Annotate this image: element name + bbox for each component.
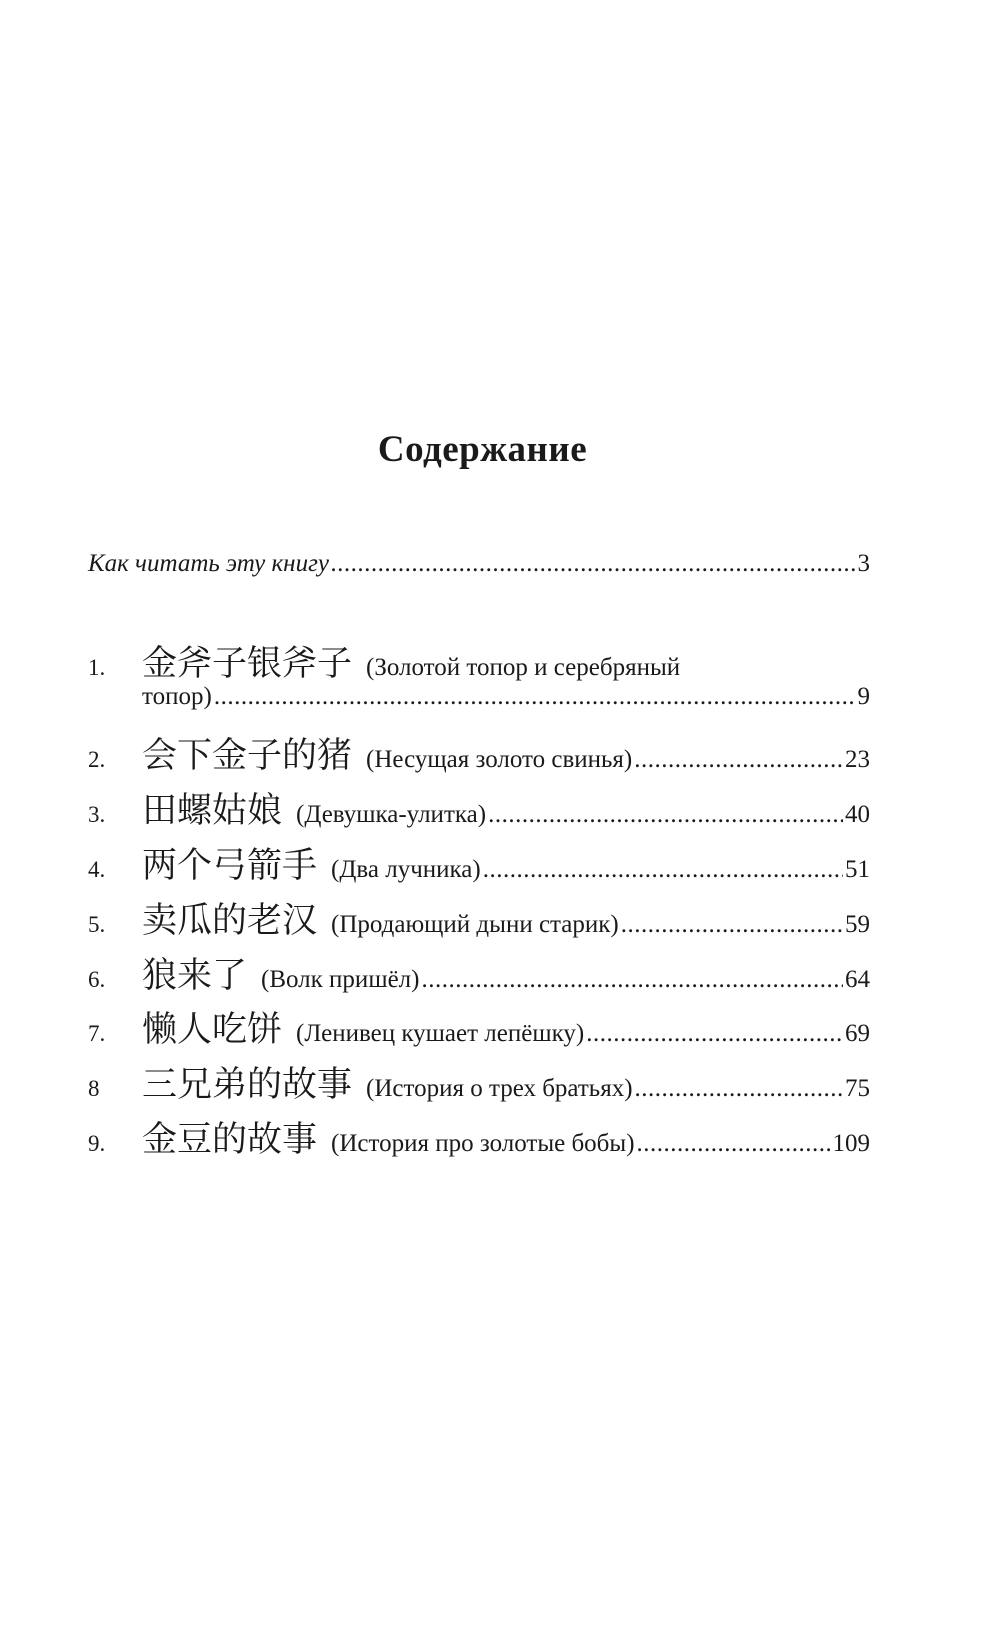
toc-entry[interactable]: [88, 1112, 870, 1162]
toc-entry-chinese-title: 三兄弟的故事: [142, 1065, 353, 1105]
toc-entry-russian-title: (Золотой топор и серебряный: [366, 654, 681, 681]
toc-entry-number: 1.: [88, 655, 106, 680]
toc-entry-number: 3.: [88, 802, 106, 827]
toc-entry-russian-title: (Волк пришёл): [261, 966, 420, 993]
toc-page-number: 64: [845, 966, 870, 993]
toc-entry-chinese-title: 狼来了: [142, 956, 248, 996]
toc-leader-dots: [488, 801, 843, 829]
toc-entry-chinese-title: 会下金子的猪: [142, 736, 353, 776]
toc-entry-number: 4.: [88, 857, 106, 882]
toc-entry[interactable]: [88, 948, 870, 998]
toc-entry-russian-title: (Два лучника): [331, 856, 481, 883]
toc-entry-russian-title: (История о трех братьях): [366, 1075, 633, 1102]
toc-entry-chinese-title: 懒人吃饼: [142, 1010, 283, 1050]
toc-leader-dots: [586, 1020, 843, 1048]
toc-page-number: 59: [845, 911, 870, 938]
toc-entry-number: 8: [88, 1076, 100, 1101]
toc-entry-number: 5.: [88, 912, 106, 937]
toc-entry-number: 9.: [88, 1131, 106, 1156]
toc-leader-dots: [421, 966, 843, 994]
page-title: Содержание: [377, 429, 588, 470]
toc-entry-russian-title-cont: топор): [142, 683, 212, 710]
toc-entry-number: 6.: [88, 967, 106, 992]
toc-entry-chinese-title: 金斧子银斧子: [142, 644, 353, 684]
toc-entry-russian-title: (История про золотые бобы): [331, 1130, 635, 1157]
toc-entry[interactable]: [88, 728, 870, 778]
toc-entry[interactable]: [88, 636, 870, 686]
toc-page-number: 9: [857, 683, 870, 710]
toc-entry[interactable]: [88, 893, 870, 943]
toc-leader-dots: [634, 746, 843, 774]
toc-page-number: 23: [845, 746, 870, 773]
toc-entry-chinese-title: 两个弓箭手: [142, 846, 318, 886]
toc-intro-label: Как читать эту книгу: [88, 550, 329, 577]
toc-entry[interactable]: [88, 783, 870, 833]
toc-page-number: 75: [845, 1075, 870, 1102]
toc-leader-dots: [637, 1130, 831, 1158]
toc-leader-dots: [214, 683, 856, 711]
toc-entry-russian-title: (Девушка-улитка): [296, 801, 487, 828]
toc-page-number: 3: [857, 550, 870, 577]
toc-entry-russian-title: (Продающий дыни старик): [331, 911, 619, 938]
toc-entry-russian-title: (Несущая золото свинья): [366, 746, 633, 773]
toc-entry-russian-title: (Ленивец кушает лепёшку): [296, 1020, 585, 1047]
toc-entry[interactable]: [88, 1002, 870, 1052]
toc-entry-chinese-title: 金豆的故事: [142, 1120, 318, 1160]
toc-entry-continuation[interactable]: [142, 683, 870, 711]
toc-entry-chinese-title: 田螺姑娘: [142, 791, 283, 831]
toc-leader-dots: [331, 550, 856, 578]
toc-entry-number: 7.: [88, 1021, 106, 1046]
toc-page-number: 51: [845, 856, 870, 883]
toc-page-number: 109: [832, 1130, 870, 1157]
toc-entry-number: 2.: [88, 747, 106, 772]
toc-page-number: 40: [845, 801, 870, 828]
toc-entry[interactable]: [88, 838, 870, 888]
toc-leader-dots: [635, 1075, 843, 1103]
toc-entry[interactable]: [88, 1057, 870, 1107]
toc-page-number: 69: [845, 1020, 870, 1047]
toc-leader-dots: [621, 911, 843, 939]
toc-leader-dots: [483, 856, 843, 884]
toc-intro-row[interactable]: [88, 550, 870, 578]
toc-entry-chinese-title: 卖瓜的老汉: [142, 901, 318, 941]
